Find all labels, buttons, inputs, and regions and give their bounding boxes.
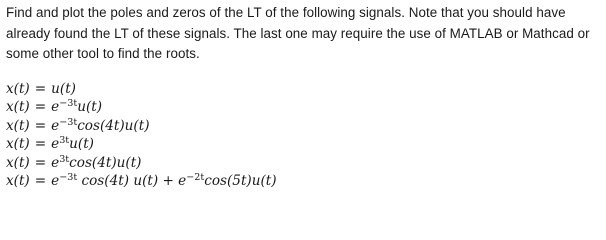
exponent: −3t	[59, 98, 78, 110]
equation-lhs: x(t)	[6, 117, 30, 134]
equation-lhs: x(t)	[6, 173, 30, 190]
problem-line: some other tool to find the roots.	[6, 46, 200, 61]
exponent: −3t	[59, 172, 78, 184]
equation-term: cos(5t)u(t)	[204, 173, 277, 190]
equation-term: u(t)	[69, 136, 94, 153]
equation-term: cos(4t)u(t)	[69, 154, 142, 171]
equation-lhs: x(t)	[6, 136, 30, 153]
equation-term: e	[51, 154, 60, 171]
equation-term: e	[51, 117, 60, 134]
equation-term: e	[51, 173, 60, 190]
equals-sign: =	[34, 173, 47, 190]
equation-term: e	[51, 99, 60, 116]
problem-line: Find and plot the poles and zeros of the LT of the following signals. Note that you should have	[6, 5, 566, 20]
document	[6, 3, 602, 191]
exponent: 3t	[59, 135, 70, 147]
equation-term: u(t)	[51, 80, 76, 97]
equation-term: cos(4t)u(t)	[77, 117, 150, 134]
equals-sign: =	[34, 154, 47, 171]
equation-lhs: x(t)	[6, 154, 30, 171]
equals-sign: =	[34, 99, 47, 116]
equation-term: cos(4t) u(t) + e	[77, 173, 187, 190]
equation-1	[6, 80, 602, 99]
equals-sign: =	[34, 117, 47, 134]
equation-5	[6, 154, 602, 173]
exponent: 3t	[59, 153, 70, 165]
equals-sign: =	[34, 136, 47, 153]
equation-2	[6, 98, 602, 117]
equation-3	[6, 117, 602, 136]
equation-list	[6, 80, 602, 192]
problem-statement	[6, 3, 602, 65]
exponent: −2t	[186, 172, 205, 184]
equals-sign: =	[34, 80, 47, 97]
equation-lhs: x(t)	[6, 99, 30, 116]
equation-6	[6, 172, 602, 191]
equation-term: e	[51, 136, 60, 153]
exponent: −3t	[59, 116, 78, 128]
equation-4	[6, 135, 602, 154]
equation-term: u(t)	[77, 99, 103, 116]
problem-line: already found the LT of these signals. The last one may require the use of MATLAB or Mathcad or	[6, 25, 590, 41]
equation-lhs: x(t)	[6, 80, 30, 97]
